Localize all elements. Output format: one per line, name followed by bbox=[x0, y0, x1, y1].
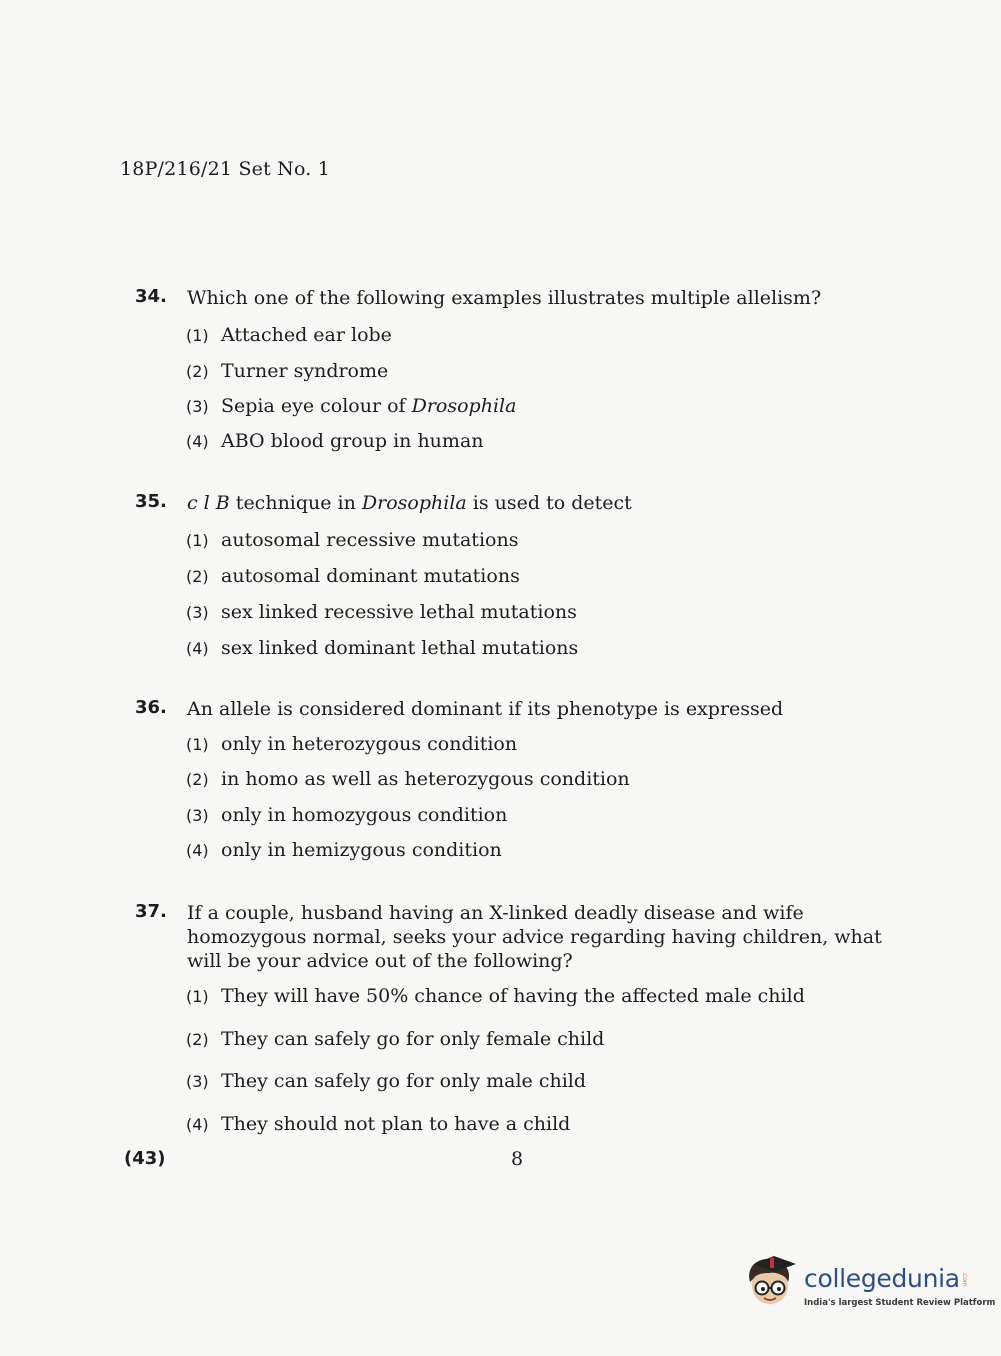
option-number: (2) bbox=[186, 770, 209, 789]
option-text: Sepia eye colour of bbox=[221, 395, 412, 417]
option-4 bbox=[186, 637, 578, 659]
question-text: An allele is considered dominant if its phenotype is expressed bbox=[187, 698, 784, 720]
question-text-italic: c l B bbox=[187, 492, 230, 514]
option-text: sex linked recessive lethal mutations bbox=[221, 601, 577, 623]
option-3 bbox=[186, 804, 507, 826]
question-text-part: technique in bbox=[229, 492, 362, 514]
option-number: (3) bbox=[186, 603, 209, 622]
option-text: They will have 50% chance of having the affected male child bbox=[221, 985, 805, 1007]
option-number: (4) bbox=[186, 1115, 209, 1134]
option-number: (2) bbox=[186, 1030, 209, 1049]
option-1 bbox=[186, 985, 805, 1007]
question-number: 34. bbox=[135, 286, 167, 307]
option-number: (3) bbox=[186, 806, 209, 825]
option-4 bbox=[186, 430, 484, 452]
option-text-italic: Drosophila bbox=[411, 395, 517, 417]
page-number: 8 bbox=[511, 1148, 524, 1170]
question-number: 37. bbox=[135, 901, 167, 922]
option-number: (1) bbox=[186, 326, 209, 345]
option-text: They should not plan to have a child bbox=[221, 1113, 571, 1135]
option-1 bbox=[186, 733, 517, 755]
option-1 bbox=[186, 324, 392, 346]
question-number: 35. bbox=[135, 491, 167, 512]
option-text: Turner syndrome bbox=[221, 360, 389, 382]
option-2 bbox=[186, 360, 388, 382]
collegedunia-logo bbox=[742, 1250, 996, 1320]
option-text: ABO blood group in human bbox=[221, 430, 484, 452]
option-text: autosomal recessive mutations bbox=[221, 529, 519, 551]
option-text: autosomal dominant mutations bbox=[221, 565, 520, 587]
option-3 bbox=[186, 601, 577, 623]
logo-wordmark: collegedunia bbox=[804, 1264, 960, 1293]
question-text-part: is used to detect bbox=[466, 492, 632, 514]
option-3 bbox=[186, 1070, 586, 1092]
option-4 bbox=[186, 1113, 570, 1135]
option-text: Attached ear lobe bbox=[221, 324, 392, 346]
option-2 bbox=[186, 1028, 604, 1050]
option-text: only in hemizygous condition bbox=[221, 839, 502, 861]
option-number: (1) bbox=[186, 531, 209, 550]
option-number: (4) bbox=[186, 841, 209, 860]
option-text: in homo as well as heterozygous condition bbox=[221, 768, 630, 790]
option-number: (3) bbox=[186, 397, 209, 416]
option-number: (1) bbox=[186, 735, 209, 754]
footer-code: (43) bbox=[124, 1148, 166, 1169]
option-text: sex linked dominant lethal mutations bbox=[221, 637, 579, 659]
question-text: If a couple, husband having an X-linked deadly disease and wife homozygous normal, seeks your advice regarding having children, what will be your advice out of the following? bbox=[187, 902, 882, 972]
paper-code: 18P/216/21 Set No. 1 bbox=[120, 158, 331, 180]
student-mascot-icon bbox=[742, 1252, 800, 1312]
question-text-italic: Drosophila bbox=[361, 492, 467, 514]
option-1 bbox=[186, 529, 518, 551]
option-2 bbox=[186, 768, 630, 790]
option-number: (2) bbox=[186, 567, 209, 586]
option-number: (3) bbox=[186, 1072, 209, 1091]
option-4 bbox=[186, 839, 502, 861]
question-text: Which one of the following examples illustrates multiple allelism? bbox=[187, 287, 822, 309]
question-text bbox=[187, 491, 912, 515]
logo-tagline: India's largest Student Review Platform bbox=[804, 1298, 996, 1308]
option-number: (4) bbox=[186, 639, 209, 658]
option-text: They can safely go for only male child bbox=[221, 1070, 587, 1092]
option-number: (4) bbox=[186, 432, 209, 451]
option-text: They can safely go for only female child bbox=[221, 1028, 605, 1050]
option-number: (1) bbox=[186, 987, 209, 1006]
question-number: 36. bbox=[135, 697, 167, 718]
option-text: only in homozygous condition bbox=[221, 804, 508, 826]
option-number: (2) bbox=[186, 362, 209, 381]
option-3 bbox=[186, 395, 516, 417]
logo-suffix: .com bbox=[961, 1272, 968, 1287]
option-2 bbox=[186, 565, 520, 587]
option-text: only in heterozygous condition bbox=[221, 733, 518, 755]
